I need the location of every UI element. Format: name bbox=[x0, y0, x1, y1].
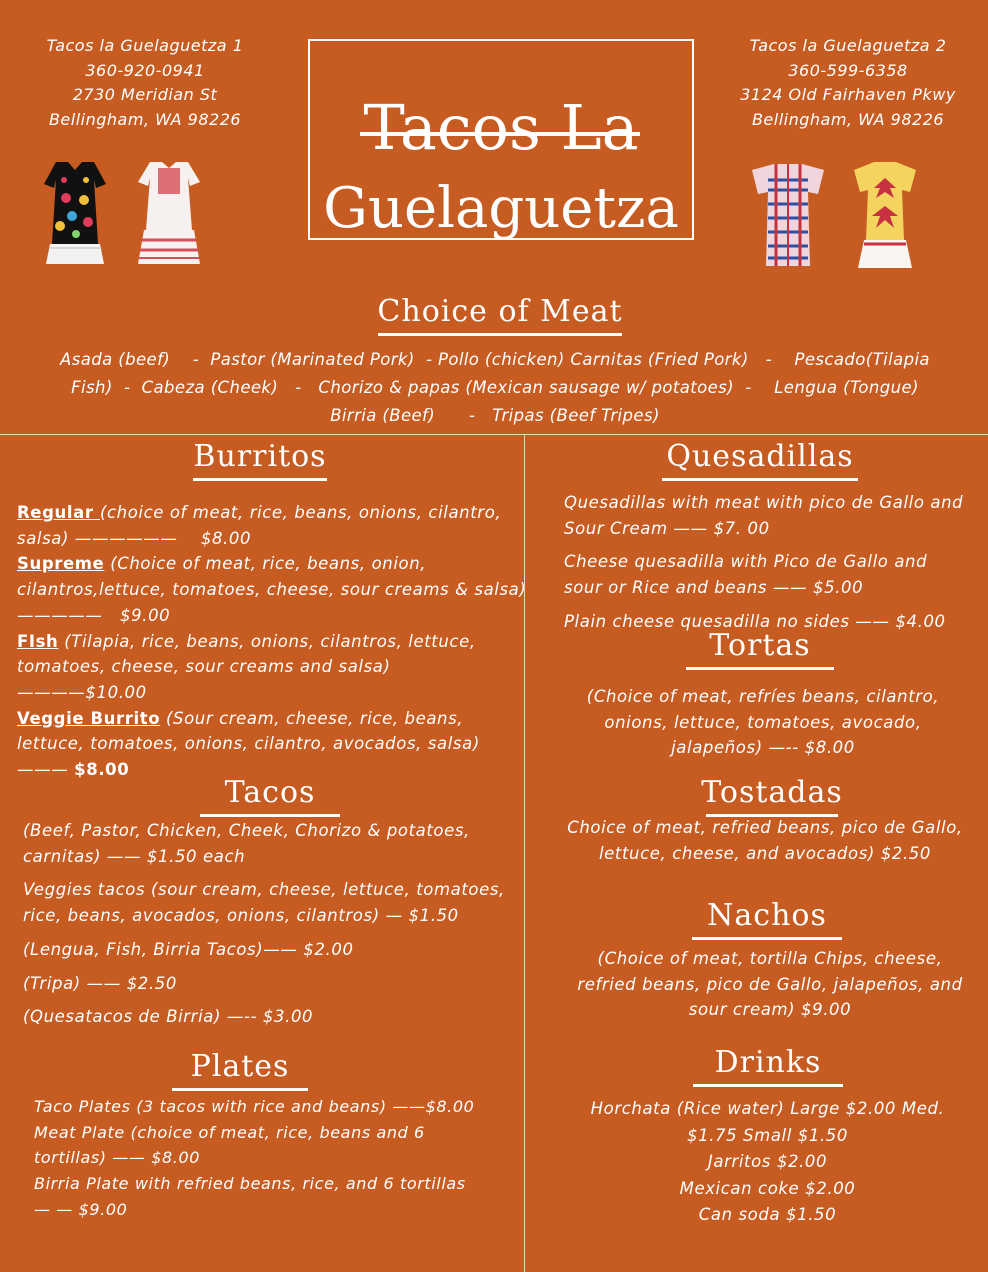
burrito-fish-line-1 bbox=[17, 629, 527, 655]
location-1-address: 2730 Meridian St bbox=[72, 85, 218, 104]
title-box bbox=[308, 39, 694, 240]
burrito-supreme-line-2: cilantros,lettuce, tomatoes, cheese, sour creams & salsa) bbox=[17, 580, 527, 600]
heading-underline bbox=[686, 667, 834, 670]
quesadilla-item: Cheese quesadilla with Pico de Gallo and sour or Rice and beans —— $5.00 bbox=[564, 552, 928, 598]
burrito-fish-desc: (Tilapia, rice, beans, onions, cilantros, lettuce, bbox=[58, 631, 476, 651]
burrito-veggie-name: Veggie Burrito bbox=[17, 708, 161, 728]
burrito-veggie-line-1 bbox=[17, 706, 527, 732]
tortas-heading-text: Tortas bbox=[709, 628, 811, 663]
black-floral-dress-icon bbox=[42, 160, 108, 266]
heading-underline bbox=[193, 478, 327, 481]
quesadilla-item: Plain cheese quesadilla no sides —— $4.00 bbox=[564, 611, 946, 631]
quesadillas-heading bbox=[650, 440, 870, 481]
yellow-eagle-huipil-icon bbox=[850, 158, 920, 270]
burrito-regular-line-1 bbox=[17, 500, 527, 526]
location-1-name: Tacos la Guelaguetza 1 bbox=[46, 36, 244, 55]
burrito-veggie-dashes: ——— bbox=[17, 760, 75, 780]
location-2-city: Bellingham, WA 98226 bbox=[751, 109, 945, 129]
burrito-regular-desc: (choice of meat, rice, beans, onions, cilantro, bbox=[99, 503, 502, 522]
burrito-supreme-desc: (Choice of meat, rice, beans, onion, bbox=[104, 554, 427, 574]
tortas-line: jalapeños) —-- $8.00 bbox=[671, 738, 855, 758]
nachos-heading bbox=[680, 899, 854, 940]
taco-item: (Tripa) —— $2.50 bbox=[23, 973, 177, 993]
burritos-list bbox=[17, 500, 527, 783]
tostadas-heading bbox=[680, 776, 864, 817]
title-line-1: Tacos La bbox=[363, 91, 639, 164]
tacos-list bbox=[23, 818, 518, 1030]
quesadilla-item: Quesadillas with meat with pico de Gallo and Sour Cream —— $7. 00 bbox=[564, 493, 964, 538]
burrito-veggie-line-2: lettuce, tomatoes, onions, cilantro, avocados, salsa) bbox=[17, 734, 480, 754]
location-1-city: Bellingham, WA 98226 bbox=[48, 109, 242, 129]
drinks-line: Jarritos $2.00 bbox=[707, 1152, 828, 1172]
striped-huipil-icon bbox=[748, 160, 828, 270]
heading-underline bbox=[692, 937, 842, 940]
choice-of-meat-heading-text: Choice of Meat bbox=[377, 294, 623, 329]
burrito-supreme-price-line: ————— $9.00 bbox=[17, 605, 171, 625]
burritos-heading bbox=[170, 440, 350, 481]
nachos-heading-text: Nachos bbox=[707, 898, 827, 933]
taco-item: (Lengua, Fish, Birria Tacos)—— $2.00 bbox=[23, 939, 354, 959]
burrito-veggie-desc: (Sour cream, cheese, rice, beans, bbox=[160, 708, 464, 728]
drinks-line: Horchata (Rice water) Large $2.00 Med. bbox=[590, 1099, 945, 1118]
drinks-line: Can soda $1.50 bbox=[698, 1205, 837, 1225]
choice-of-meat-heading bbox=[370, 295, 630, 336]
plates-line: Meat Plate (choice of meat, rice, beans and 6 bbox=[34, 1122, 425, 1142]
quesadillas-list bbox=[564, 490, 964, 635]
burrito-veggie-price: $8.00 bbox=[74, 760, 130, 780]
drinks-list bbox=[555, 1096, 980, 1229]
heading-underline bbox=[693, 1084, 843, 1087]
burrito-fish-name: FIsh bbox=[17, 631, 59, 651]
tacos-heading bbox=[180, 776, 360, 817]
location-1-info bbox=[15, 34, 275, 132]
location-2-info bbox=[718, 34, 978, 132]
plates-heading bbox=[150, 1050, 330, 1091]
plates-line: Birria Plate with refried beans, rice, and 6 tortillas bbox=[34, 1174, 466, 1194]
burrito-fish-line-2: tomatoes, cheese, sour creams and salsa) bbox=[17, 657, 391, 677]
nachos-desc bbox=[555, 946, 985, 1023]
meat-line-2: Fish) - Cabeza (Cheek) - Chorizo & papas (Mexican sausage w/ potatoes) - Lengua (Tongue) bbox=[71, 378, 919, 397]
location-2-address: 3124 Old Fairhaven Pkwy bbox=[740, 85, 956, 104]
plates-heading-text: Plates bbox=[190, 1049, 290, 1084]
heading-underline bbox=[172, 1088, 308, 1091]
meat-line-3: Birria (Beef) - Tripas (Beef Tripes) bbox=[330, 406, 660, 425]
tostadas-line: lettuce, cheese, and avocados) $2.50 bbox=[598, 843, 932, 863]
drinks-line: Mexican coke $2.00 bbox=[679, 1178, 856, 1198]
white-embroidered-dress-icon bbox=[134, 160, 204, 266]
burrito-fish-price-line: ————$10.00 bbox=[17, 682, 147, 702]
quesadillas-heading-text: Quesadillas bbox=[666, 439, 854, 474]
burritos-heading-text: Burritos bbox=[193, 439, 327, 474]
drinks-heading bbox=[688, 1046, 848, 1087]
title-line-2: Guelaguetza bbox=[323, 176, 679, 241]
taco-item: (Beef, Pastor, Chicken, Cheek, Chorizo & potatoes, carnitas) —— $1.50 each bbox=[23, 821, 470, 866]
tacos-heading-text: Tacos bbox=[224, 775, 316, 810]
nachos-line: refried beans, pico de Gallo, jalapeños, and bbox=[577, 974, 963, 994]
location-2-phone: 360-599-6358 bbox=[788, 60, 908, 80]
tostadas-desc bbox=[555, 815, 975, 866]
plates-line: tortillas) —— $8.00 bbox=[34, 1148, 201, 1168]
meat-line-1: Asada (beef) - Pastor (Marinated Pork) - Pollo (chicken) Carnitas (Fried Pork) - Pescado(Tilapia bbox=[60, 350, 930, 369]
taco-item: (Quesatacos de Birria) —-- $3.00 bbox=[23, 1007, 314, 1027]
heading-underline bbox=[200, 814, 340, 817]
drinks-line: $1.75 Small $1.50 bbox=[687, 1125, 848, 1145]
tortas-line: (Choice of meat, refríes beans, cilantro, bbox=[586, 687, 940, 706]
tortas-line: onions, lettuce, tomatoes, avocado, bbox=[604, 712, 922, 732]
tortas-desc bbox=[555, 684, 971, 761]
nachos-line: sour cream) $9.00 bbox=[688, 1000, 852, 1020]
burrito-supreme-name: Supreme bbox=[17, 554, 105, 574]
drinks-heading-text: Drinks bbox=[714, 1045, 822, 1080]
horizontal-divider bbox=[0, 434, 988, 435]
plates-line: Taco Plates (3 tacos with rice and beans) ——$8.00 bbox=[34, 1097, 475, 1116]
burrito-supreme-line-1 bbox=[17, 551, 527, 577]
tortas-heading bbox=[680, 629, 840, 670]
plates-line: — — $9.00 bbox=[34, 1199, 128, 1219]
heading-underline bbox=[662, 478, 858, 481]
tostadas-heading-text: Tostadas bbox=[701, 775, 843, 810]
meat-options bbox=[40, 346, 950, 430]
burrito-regular-name: Regular bbox=[17, 503, 100, 522]
location-2-name: Tacos la Guelaguetza 2 bbox=[749, 36, 947, 55]
burrito-regular-price-line: salsa) —————— $8.00 bbox=[17, 528, 252, 548]
taco-item: Veggies tacos (sour cream, cheese, lettuce, tomatoes, rice, beans, avocados, onions, cilantros) — $1.50 bbox=[23, 880, 505, 926]
tostadas-line: Choice of meat, refried beans, pico de Gallo, bbox=[567, 818, 963, 837]
plates-list bbox=[34, 1094, 514, 1223]
title-double-rule bbox=[360, 132, 640, 136]
nachos-line: (Choice of meat, tortilla Chips, cheese, bbox=[597, 949, 943, 968]
heading-underline bbox=[378, 333, 622, 336]
location-1-phone: 360-920-0941 bbox=[85, 60, 205, 80]
